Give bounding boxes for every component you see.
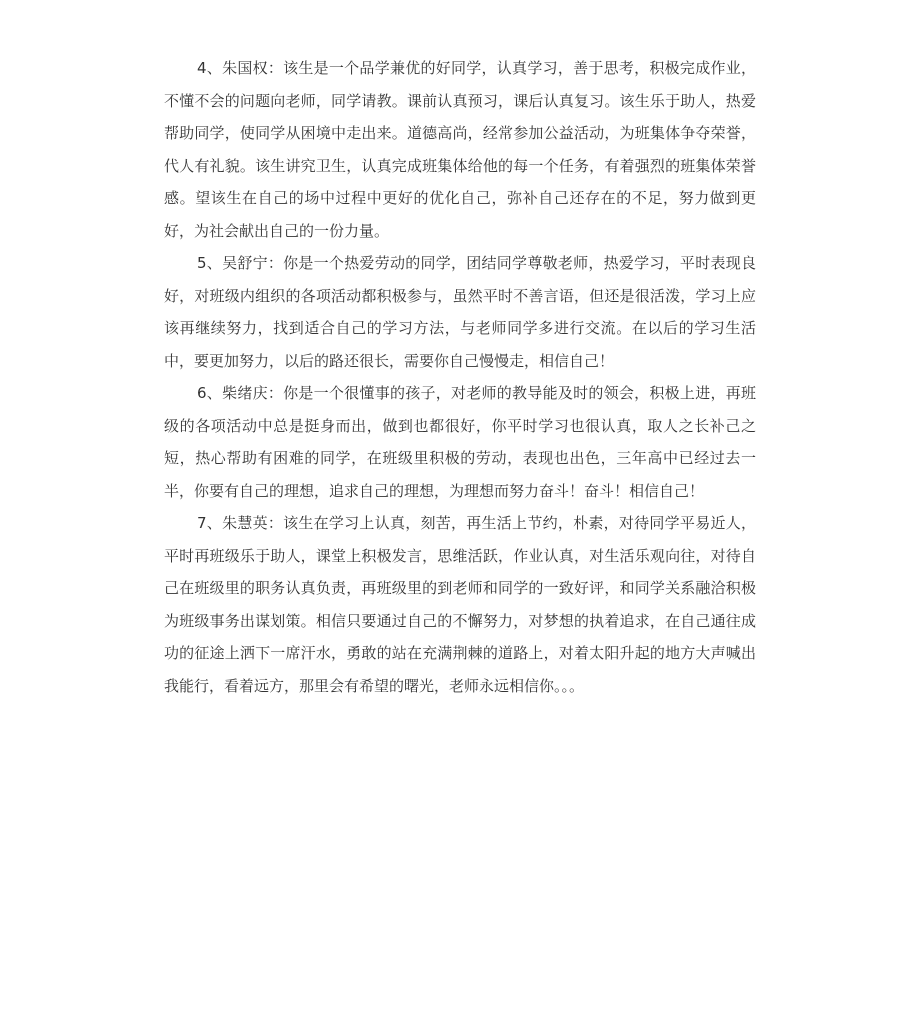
paragraph-comment-zhu-huiying: 7、朱慧英：该生在学习上认真，刻苦，再生活上节约，朴素，对待同学平易近人，平时再班级乐于助人，课堂上积极发言，思维活跃，作业认真，对生活乐观向往，对待自己在班级里的职务认真负责，再班级里的到老师和同学的一致好评，和同学关系融洽积极为班级事务出谋划策。相信只要通过自己的不懈努力，对梦想的执着追求，在自己通往成功的征途上洒下一席汗水，勇敢的站在充满荆棘的道路上，对着太阳升起的地方大声喊出我能行，看着远方，那里会有希望的曙光，老师永远相信你。。。 bbox=[164, 514, 756, 695]
paragraph-comment-chai-xuqing: 6、柴绪庆：你是一个很懂事的孩子，对老师的教导能及时的领会，积极上进，再班级的各项活动中总是挺身而出，做到也都很好，你平时学习也很认真，取人之长补己之短，热心帮助有困难的同学，在班级里积极的劳动，表现也出色，三年高中已经过去一半，你要有自己的理想，追求自己的理想，为理想而努力奋斗！奋斗！相信自己！ bbox=[164, 384, 756, 500]
paragraph-comment-wu-shuning: 5、吴舒宁：你是一个热爱劳动的同学，团结同学尊敬老师，热爱学习，平时表现良好，对班级内组织的各项活动都积极参与，虽然平时不善言语，但还是很活泼，学习上应该再继续努力，找到适合自己的学习方法，与老师同学多进行交流。在以后的学习生活中，要更加努力，以后的路还很长，需要你自己慢慢走，相信自己！ bbox=[164, 254, 756, 370]
document-body bbox=[164, 52, 756, 702]
paragraph-comment-zhu-guoquan: 4、朱国权：该生是一个品学兼优的好同学，认真学习，善于思考，积极完成作业，不懂不会的问题向老师，同学请教。课前认真预习，课后认真复习。该生乐于助人，热爱帮助同学，使同学从困境中走出来。道德高尚，经常参加公益活动，为班集体争夺荣誉，代人有礼貌。该生讲究卫生，认真完成班集体给他的每一个任务，有着强烈的班集体荣誉感。望该生在自己的场中过程中更好的优化自己，弥补自己还存在的不足，努力做到更好，为社会献出自己的一份力量。 bbox=[164, 59, 756, 240]
